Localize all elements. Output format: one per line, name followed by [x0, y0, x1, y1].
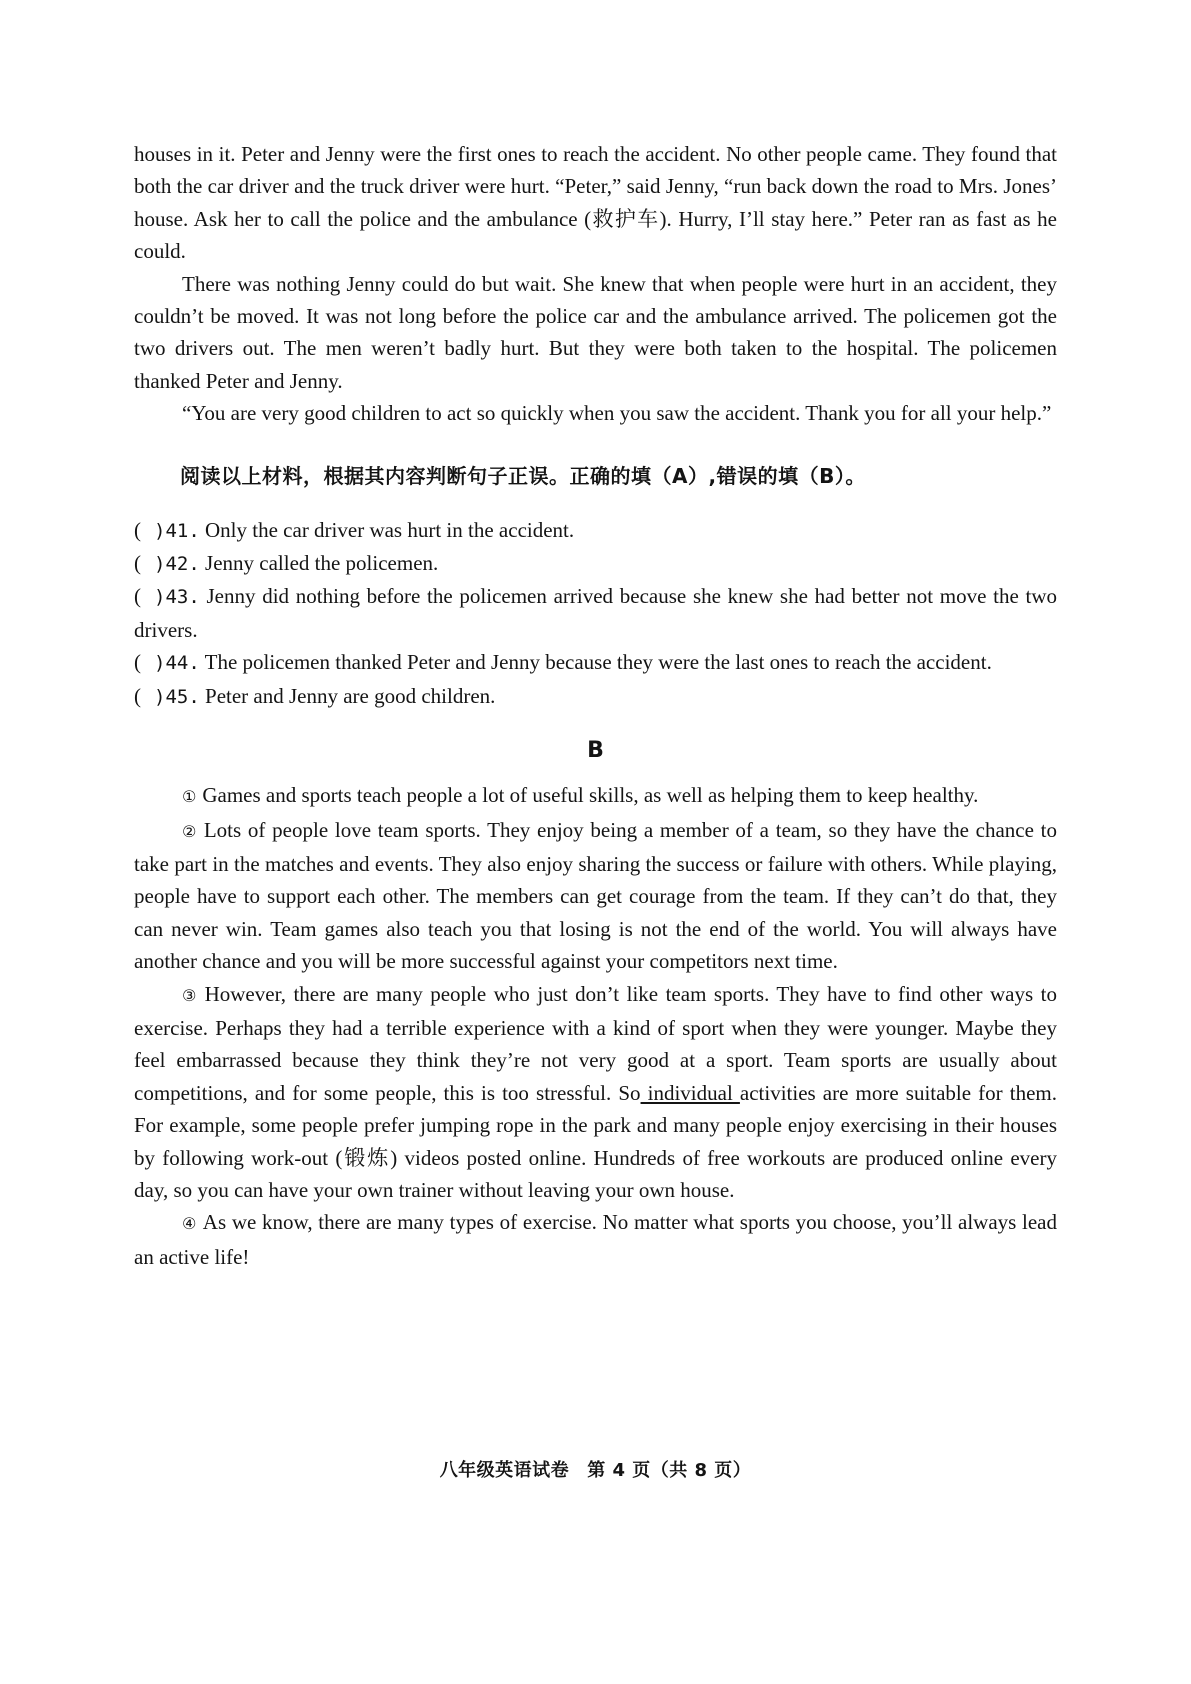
paragraph-marker: ① — [182, 787, 197, 807]
question-42 — [134, 547, 1057, 580]
question-45 — [134, 680, 1057, 713]
answer-blank[interactable]: ( — [134, 517, 141, 542]
footer-page-number: 第 4 页（共 8 页） — [587, 1460, 752, 1481]
question-text: Jenny called the policemen. — [205, 551, 439, 576]
question-instruction: 阅读以上材料，根据其内容判断句子正误。正确的填（A）,错误的填（B）。 — [180, 463, 866, 488]
question-text: Jenny did nothing before the policemen arrived because she knew she had better not move the two drivers. — [134, 584, 1058, 642]
question-text: Only the car driver was hurt in the accident. — [205, 517, 575, 542]
question-text: Peter and Jenny are good children. — [205, 683, 496, 708]
passage-a-paragraph-2: There was nothing Jenny could do but wait. She knew that when people were hurt in an accident, they couldn’t be moved. It was not long before the police car and the ambulance arrived. The policemen got the two drivers out. The men weren’t badly hurt. But they were both taken to the hospital. The policemen thanked Peter and Jenny. — [134, 271, 1057, 393]
question-43 — [134, 580, 1057, 646]
question-41 — [134, 514, 1057, 547]
passage-b-paragraph-4 — [134, 1206, 1057, 1273]
passage-b-paragraph-2 — [134, 814, 1057, 978]
paragraph-marker: ④ — [182, 1214, 197, 1234]
question-number: )41. — [154, 519, 200, 542]
question-number: )45. — [154, 685, 200, 708]
paragraph-marker: ② — [182, 821, 198, 841]
question-number: )44. — [154, 652, 200, 675]
exam-page-body — [134, 138, 1057, 1273]
question-44 — [134, 646, 1057, 679]
passage-a-paragraph-1: houses in it. Peter and Jenny were the first ones to reach the accident. No other people came. They found that both the car driver and the truck driver were hurt. “Peter,” said Jenny, “run back down the road to Mrs. Jones’ house. Ask her to call the police and the ambulance (救护车). Hurry, I’ll stay here.” Peter ran as fast as he could. — [134, 142, 1057, 264]
question-number: )43. — [154, 586, 200, 609]
passage-b-paragraph-1 — [134, 779, 1057, 813]
answer-blank[interactable]: ( — [134, 584, 141, 609]
paragraph-marker: ③ — [182, 985, 199, 1005]
passage-b-paragraph-3 — [134, 978, 1057, 1207]
paragraph-text: Lots of people love team sports. They enjoy being a member of a team, so they have the chance to take part in the matches and events. They also enjoy sharing the success or failure with others. While playing, people have to support each other. The members can get courage from the team. If they can’t do that, they can never win. Team games also teach you that losing is not the end of the world. You will always have another chance and you will be more successful against your competitors next time. — [134, 817, 1058, 974]
paragraph-text: As we know, there are many types of exercise. No matter what sports you choose, you’ll always lead an active life! — [134, 1210, 1057, 1269]
answer-blank[interactable]: ( — [134, 551, 141, 576]
passage-a-paragraph-3: “You are very good children to act so quickly when you saw the accident. Thank you for all your help.” — [182, 401, 1052, 426]
question-number: )42. — [154, 553, 200, 576]
answer-blank[interactable]: ( — [134, 683, 141, 708]
section-b-title: B — [587, 738, 604, 764]
question-text: The policemen thanked Peter and Jenny because they were the last ones to reach the accident. — [204, 650, 992, 675]
question-list — [134, 514, 1057, 713]
footer-exam-title: 八年级英语试卷 — [439, 1460, 570, 1481]
answer-blank[interactable]: ( — [134, 650, 141, 675]
paragraph-text-before: However, there are many people who just don’t like team sports. They have to find other ways to exercise. Perhaps they had a terrible experience with a kind of sport when they were younger. Maybe they feel embarrassed because they think they’re not very good at a sport. Team sports are usually about competitions, and for some people, this is too stressful. So — [134, 981, 1057, 1105]
paragraph-text-after: activities are more suitable for them. For example, some people prefer jumping rope in the park and many people enjoy exercising in their houses by following work-out (锻炼) videos posted online. Hundreds of free workouts are produced online every day, so you can have your own trainer without leaving your own house. — [134, 1080, 1058, 1202]
page-footer — [0, 1456, 1191, 1482]
paragraph-text: Games and sports teach people a lot of useful skills, as well as helping them to keep healthy. — [202, 783, 979, 808]
underlined-word-individual: individual — [640, 1080, 740, 1105]
